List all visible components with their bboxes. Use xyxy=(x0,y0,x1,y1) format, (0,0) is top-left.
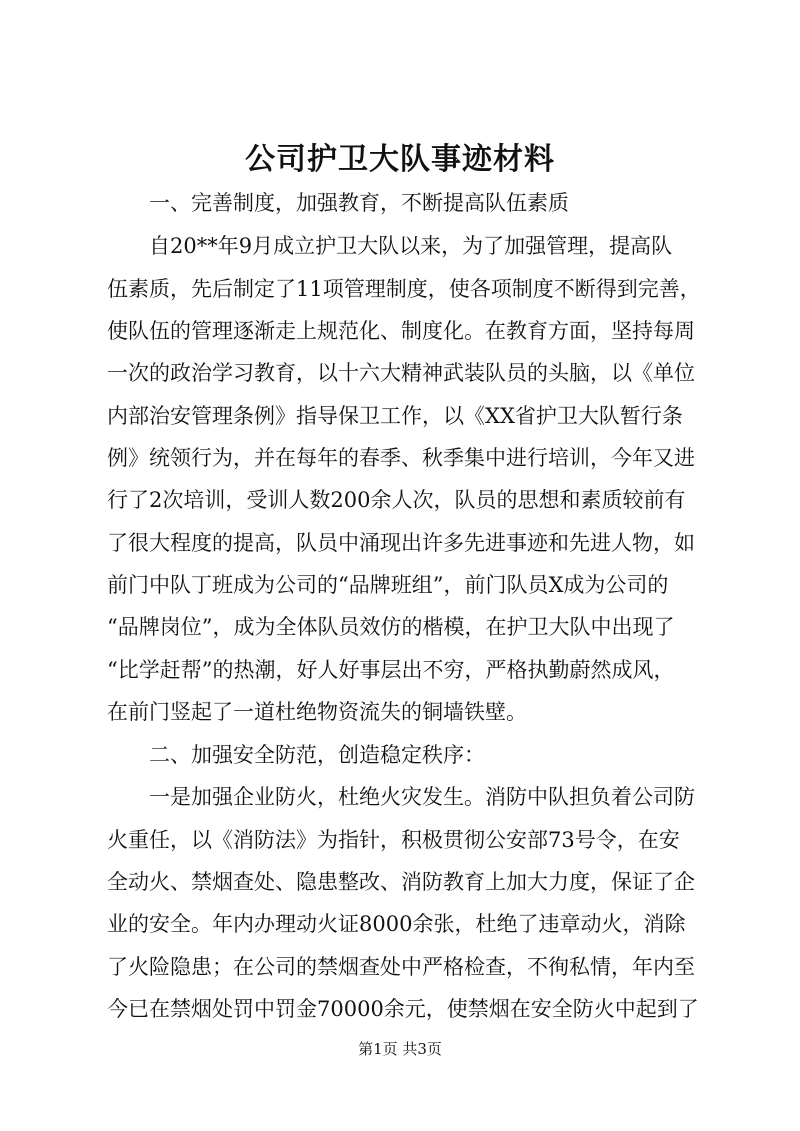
document-title: 公司护卫大队事迹材料 xyxy=(245,142,555,177)
paragraph-line: “品牌岗位”，成为全体队员效仿的楷模，在护卫大队中出现了 xyxy=(107,615,675,639)
paragraph-line: 全动火、禁烟查处、隐患整改、消防教育上加大力度，保证了企 xyxy=(107,870,695,894)
paragraph-line: 行了2次培训，受训人数200余人次，队员的思想和素质较前有 xyxy=(107,488,686,512)
section-heading-2: 二、加强安全防范，创造稳定秩序： xyxy=(149,743,485,767)
paragraph-line: 了很大程度的提高，队员中涌现出许多先进事迹和先进人物，如 xyxy=(107,531,695,555)
paragraph-line: 今已在禁烟处罚中罚金70000余元，使禁烟在安全防火中起到了 xyxy=(107,997,699,1021)
paragraph-line: “比学赶帮”的热潮，好人好事层出不穷，严格执勤蔚然成风， xyxy=(107,658,675,682)
paragraph-line: 前门中队丁班成为公司的“品牌班组”，前门队员X成为公司的 xyxy=(107,573,669,597)
paragraph-line: 了火险隐患；在公司的禁烟查处中严格检查，不徇私情，年内至 xyxy=(107,955,695,979)
paragraph-line: 例》统领行为，并在每年的春季、秋季集中进行培训，今年又进 xyxy=(107,446,695,470)
paragraph-line: 自20**年9月成立护卫大队以来，为了加强管理，提高队 xyxy=(149,234,673,258)
paragraph-line: 使队伍的管理逐渐走上规范化、制度化。在教育方面，坚持每周 xyxy=(107,319,695,343)
paragraph-line: 一是加强企业防火，杜绝火灾发生。消防中队担负着公司防 xyxy=(149,785,695,809)
page-number-footer: 第1页 共3页 xyxy=(358,1040,442,1058)
paragraph-line: 内部治安管理条例》指导保卫工作，以《XX省护卫大队暂行条 xyxy=(107,404,683,428)
paragraph-line: 火重任，以《消防法》为指针，积极贯彻公安部73号令，在安 xyxy=(107,828,680,852)
paragraph-line: 一次的政治学习教育，以十六大精神武装队员的头脑，以《单位 xyxy=(107,361,695,385)
paragraph-line: 业的安全。年内办理动火证8000余张，杜绝了违章动火，消除 xyxy=(107,912,686,936)
section-heading-1: 一、完善制度，加强教育，不断提高队伍素质 xyxy=(149,191,569,215)
paragraph-line: 伍素质，先后制定了11项管理制度，使各项制度不断得到完善， xyxy=(107,277,701,301)
paragraph-line: 在前门竖起了一道杜绝物资流失的铜墙铁壁。 xyxy=(107,700,527,724)
